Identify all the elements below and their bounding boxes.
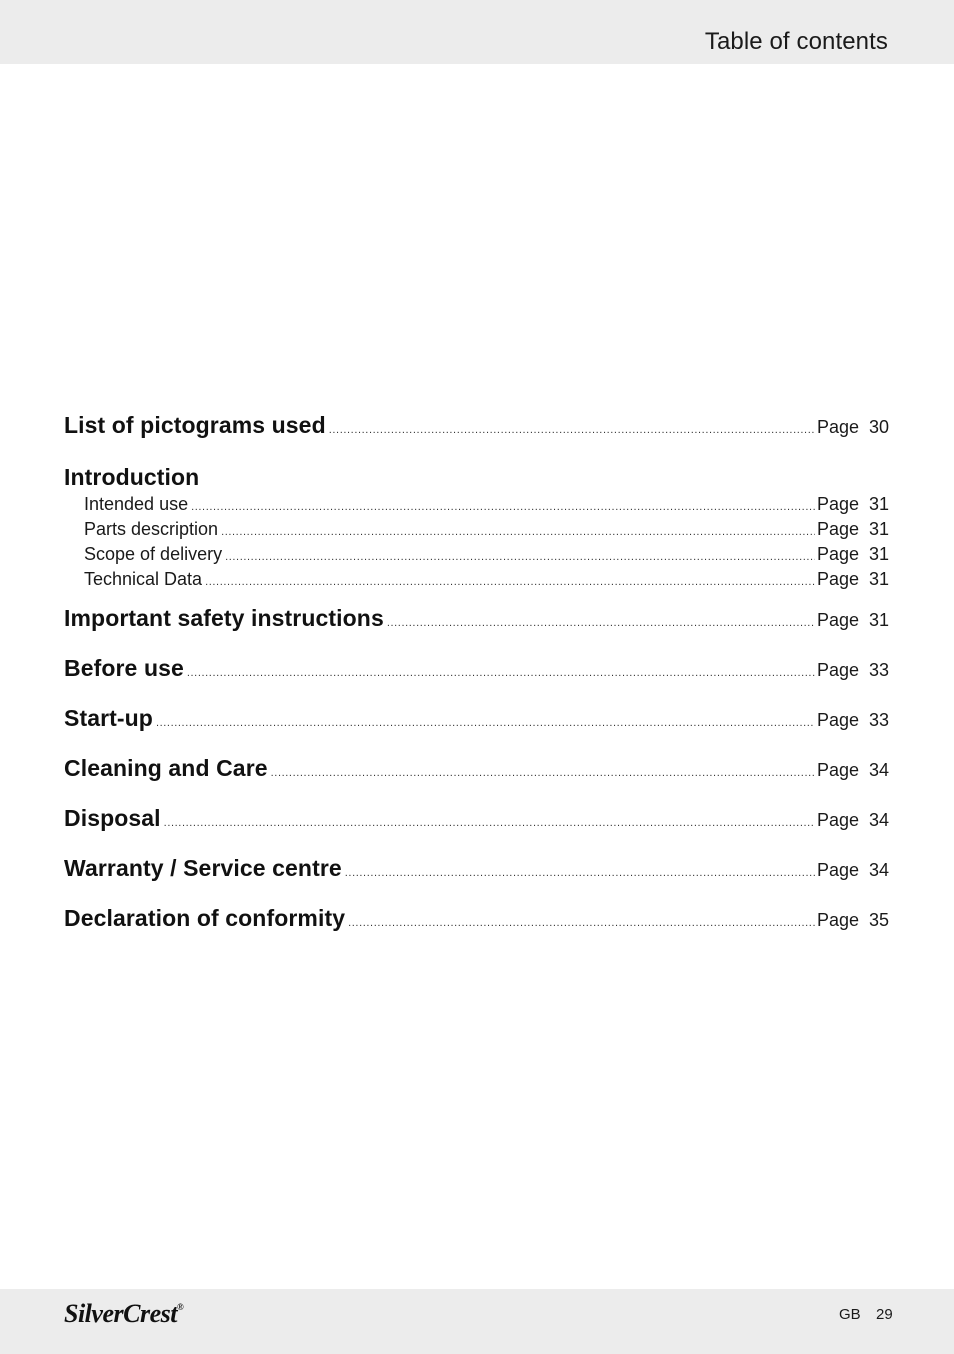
- toc-page-word: Page: [816, 660, 859, 680]
- toc-entry-label: Disposal: [64, 805, 161, 831]
- toc-page-word: Page: [816, 519, 859, 539]
- toc-page-number: 31: [868, 569, 889, 589]
- toc-page-number: 34: [868, 760, 889, 780]
- toc-page-word: Page: [816, 760, 859, 780]
- dot-leader: [156, 718, 815, 729]
- toc-entry-label: Technical Data: [84, 569, 203, 589]
- toc-page-word: Page: [816, 610, 859, 630]
- toc-page-number: 31: [868, 519, 889, 539]
- toc-page-number: 35: [868, 910, 889, 930]
- toc-page-number: 31: [868, 610, 889, 630]
- toc-page-word: Page: [816, 569, 859, 589]
- toc-heading-introduction[interactable]: Introduction: [64, 464, 200, 490]
- toc-entry-declaration-of-conformity[interactable]: [64, 905, 889, 955]
- toc-page-word: Page: [816, 544, 859, 564]
- toc-page-number: 31: [868, 494, 889, 514]
- toc-subentry-scope-of-delivery[interactable]: [64, 544, 889, 569]
- brand-logo: [64, 1299, 183, 1329]
- page-title: Table of contents: [704, 28, 888, 55]
- toc-entry-label: Before use: [64, 655, 184, 681]
- toc-entry-label: List of pictograms used: [64, 412, 326, 438]
- toc-page-number: 31: [868, 544, 889, 564]
- toc-entry-label: Start-up: [64, 705, 153, 731]
- dot-leader: [164, 818, 815, 829]
- dot-leader: [345, 868, 815, 879]
- toc-page-number: 34: [868, 860, 889, 880]
- registered-mark: ®: [176, 1302, 184, 1312]
- toc-subentry-technical-data[interactable]: [64, 569, 889, 594]
- toc-entry-before-use[interactable]: [64, 655, 889, 705]
- toc-page-word: Page: [816, 710, 859, 730]
- language-code: GB: [839, 1306, 861, 1323]
- toc-entry-label: Declaration of conformity: [64, 905, 346, 931]
- toc-entry-disposal[interactable]: [64, 805, 889, 855]
- toc-page-word: Page: [816, 910, 859, 930]
- toc-page-word: Page: [816, 860, 859, 880]
- toc-page-number: 33: [868, 710, 889, 730]
- toc-page-word: Page: [816, 494, 859, 514]
- toc-page-word: Page: [816, 417, 859, 437]
- dot-leader: [225, 552, 815, 563]
- toc-entry-label: Warranty / Service centre: [64, 855, 342, 881]
- toc-entry-pictograms[interactable]: [64, 412, 889, 462]
- toc-entry-label: Important safety instructions: [64, 605, 384, 631]
- toc-page-number: 34: [868, 810, 889, 830]
- toc-page-number: 30: [868, 417, 889, 437]
- brand-name: SilverCrest: [64, 1299, 177, 1328]
- page-number: 29: [876, 1306, 893, 1323]
- toc-page-word: Page: [816, 810, 859, 830]
- table-of-contents: [64, 412, 889, 955]
- toc-entry-cleaning-and-care[interactable]: [64, 755, 889, 805]
- toc-entry-start-up[interactable]: [64, 705, 889, 755]
- toc-entry-warranty-service[interactable]: [64, 855, 889, 905]
- dot-leader: [221, 527, 815, 538]
- dot-leader: [205, 577, 815, 588]
- dot-leader: [191, 502, 815, 513]
- toc-subentry-intended-use[interactable]: [64, 494, 889, 519]
- toc-entry-label: Intended use: [84, 494, 189, 514]
- dot-leader: [348, 918, 815, 929]
- dot-leader: [187, 668, 815, 679]
- toc-entry-label: Scope of delivery: [84, 544, 223, 564]
- dot-leader: [387, 618, 815, 629]
- toc-page-number: 33: [868, 660, 889, 680]
- toc-entry-label: Cleaning and Care: [64, 755, 268, 781]
- dot-leader: [271, 768, 815, 779]
- toc-entry-safety-instructions[interactable]: [64, 605, 889, 655]
- toc-entry-label: Parts description: [84, 519, 219, 539]
- dot-leader: [329, 425, 815, 436]
- toc-subentry-parts-description[interactable]: [64, 519, 889, 544]
- spacer: [64, 594, 889, 605]
- header-band: [0, 0, 954, 64]
